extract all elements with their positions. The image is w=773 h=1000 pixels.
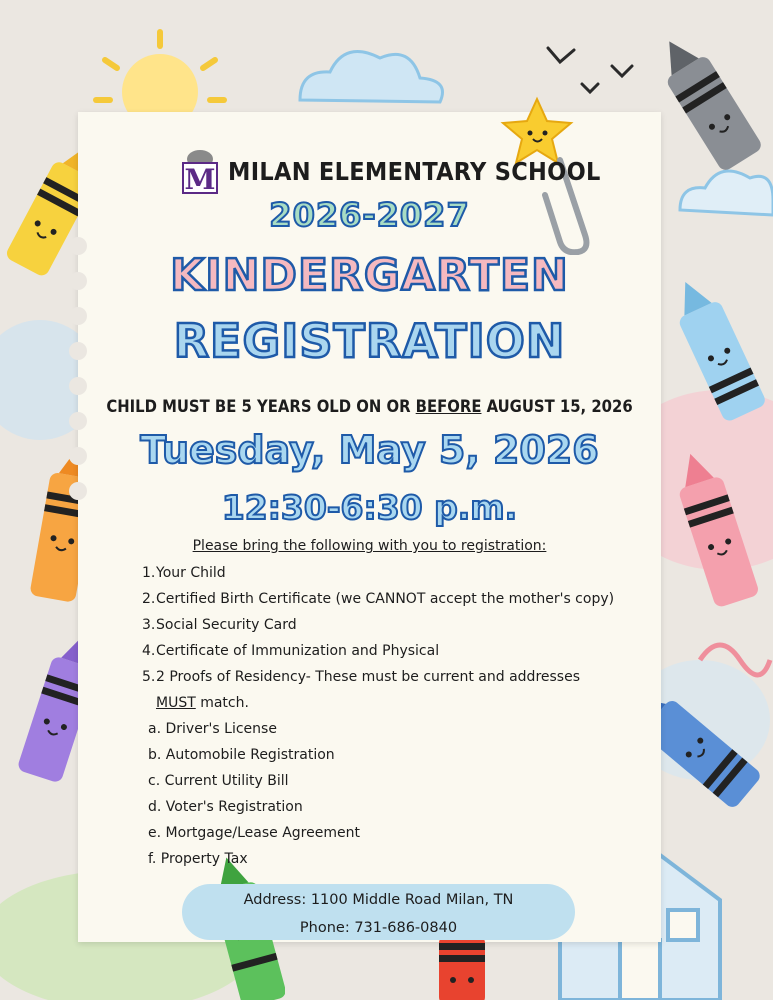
blue-crayon-icon	[662, 275, 773, 425]
list-item-continuation: MUST match.	[156, 695, 249, 711]
event-date: Tuesday, May 5, 2026	[140, 428, 599, 472]
school-address: Address: 1100 Middle Road Milan, TN	[243, 892, 514, 908]
sub-list-item: f. Property Tax	[148, 851, 248, 867]
list-item: 3.Social Security Card	[142, 617, 297, 633]
sub-list-item: a. Driver's License	[148, 721, 277, 737]
school-year: 2026-2027	[269, 196, 470, 234]
school-logo-icon	[180, 147, 220, 195]
title-kindergarten: KINDERGARTEN	[170, 250, 569, 301]
birds-icon	[548, 48, 632, 92]
requirements-heading: Please bring the following with you to registration:	[192, 538, 547, 554]
school-name: MILAN ELEMENTARY SCHOOL	[228, 156, 601, 186]
list-item: 1.Your Child	[142, 565, 226, 581]
gray-crayon-icon	[645, 30, 773, 180]
age-requirement: CHILD MUST BE 5 YEARS OLD ON OR BEFORE AUGUST 15, 2026	[106, 397, 633, 416]
red-crayon-icon	[432, 935, 492, 1000]
sub-list-item: c. Current Utility Bill	[148, 773, 289, 789]
list-item: 4.Certificate of Immunization and Physical	[142, 643, 440, 659]
list-item: 2.Certified Birth Certificate (we CANNOT accept the mother's copy)	[142, 591, 615, 607]
requirements-list	[142, 560, 642, 872]
list-item: 5.2 Proofs of Residency- These must be current and addresses	[142, 669, 580, 685]
event-time: 12:30-6:30 p.m.	[221, 488, 518, 527]
sub-list-item: e. Mortgage/Lease Agreement	[148, 825, 360, 841]
school-header	[180, 147, 601, 195]
school-phone: Phone: 731-686-0840	[299, 920, 458, 936]
svg-text:M: M	[184, 163, 216, 195]
sub-list-item: d. Voter's Registration	[148, 799, 303, 815]
pink-crayon-icon	[660, 445, 770, 615]
title-registration: REGISTRATION	[173, 314, 566, 368]
sub-list-item: b. Automobile Registration	[148, 747, 335, 763]
